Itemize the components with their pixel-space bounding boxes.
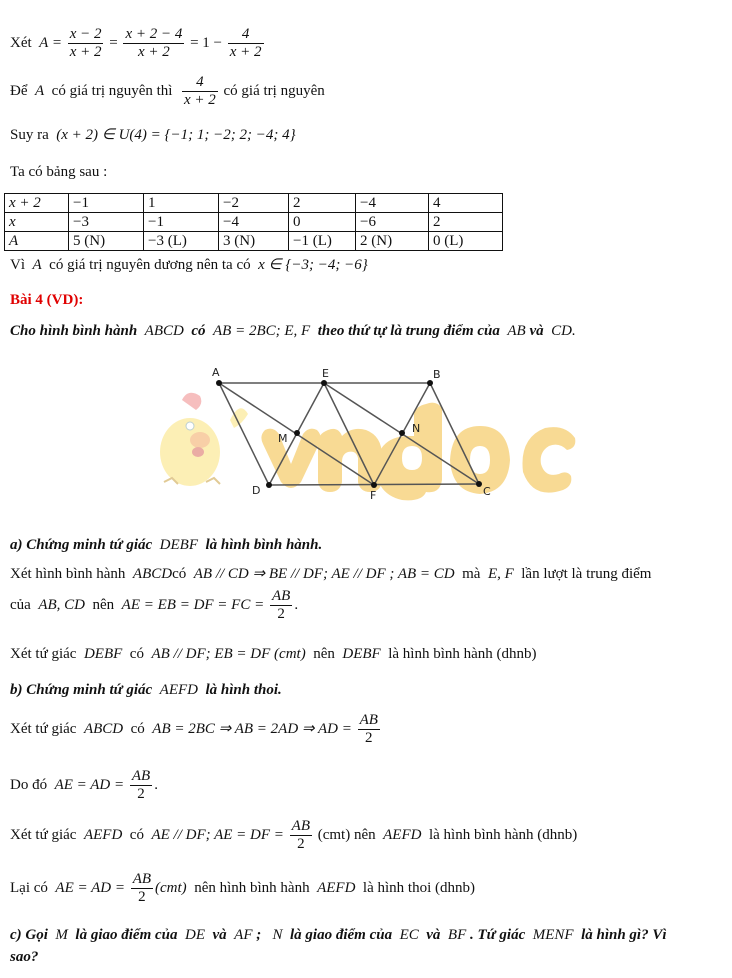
math-text: N (272, 927, 283, 943)
heading-text: và (212, 927, 227, 943)
math-text: AEFD (383, 826, 422, 843)
numerator: 4 (228, 26, 264, 44)
row-header: x + 2 (5, 194, 69, 213)
body-text: lần lượt là trung điểm (521, 566, 652, 582)
row-header: A (5, 232, 69, 251)
math-text: AE = AD = (55, 879, 125, 896)
body-text: có (172, 566, 187, 582)
label-text: Suy ra (10, 127, 49, 143)
numerator: AB (271, 588, 291, 604)
part-a-line-1 (10, 565, 651, 583)
heading-text: là giao điểm của (75, 927, 178, 943)
math-text: AEFD (159, 682, 198, 698)
table-cell: −1 (69, 194, 144, 213)
math-text: A (32, 257, 42, 273)
math-text: = (109, 34, 118, 51)
denominator: 2 (137, 786, 145, 802)
body-text: của (10, 596, 31, 613)
exercise-prompt (10, 322, 576, 340)
prompt-text: Cho hình bình hành (10, 323, 138, 339)
fraction (130, 768, 152, 803)
body-text: Do đó (10, 776, 48, 793)
math-text: DEBF (83, 646, 123, 662)
fraction (290, 818, 312, 853)
fraction (182, 74, 218, 109)
row-header: x (5, 213, 69, 232)
math-text: E, F (487, 566, 514, 582)
denominator: x + 2 (69, 44, 102, 60)
heading-text: là hình gì? Vì (581, 927, 667, 943)
part-a-line-2 (10, 588, 298, 623)
denominator: x + 2 (138, 44, 170, 60)
math-text: AE // DF; AE = DF = (151, 826, 284, 843)
parallelogram-figure (150, 360, 580, 510)
math-text: A = (39, 34, 62, 51)
heading-text: b) Chứng minh tứ giác (10, 682, 153, 698)
table-row (5, 232, 503, 251)
table-cell: −4 (356, 194, 429, 213)
numerator: AB (131, 768, 151, 784)
denominator: x + 2 (229, 44, 262, 60)
heading-text: và (426, 927, 441, 943)
fraction (358, 712, 380, 747)
body-text: có giá trị nguyên (223, 82, 325, 99)
table-cell: 2 (N) (356, 232, 429, 251)
math-text: MENF (532, 927, 574, 943)
fraction (270, 588, 292, 623)
geometry-diagram (150, 360, 580, 510)
chicken-watermark-icon (160, 393, 248, 486)
body-text: có (129, 826, 144, 843)
table-cell: −3 (L) (144, 232, 219, 251)
table-row (5, 194, 503, 213)
table-cell: 0 (L) (429, 232, 503, 251)
prompt-text: và (529, 323, 544, 339)
body-text: là hình bình hành (dhnb) (428, 826, 578, 843)
point-label-n: N (412, 422, 421, 435)
body-text: nên (313, 646, 335, 662)
exercise-title: Bài 4 (VD): (10, 292, 84, 308)
table-cell: 5 (N) (69, 232, 144, 251)
numerator: AB (359, 712, 378, 728)
prompt-text: có (191, 323, 206, 339)
math-text: BF (447, 927, 467, 943)
body-text: có giá trị nguyên dương nên ta có (49, 257, 251, 273)
numerator: x + 2 − 4 (125, 26, 183, 42)
heading-text: ; (256, 927, 262, 943)
heading-text: . Tứ giác (470, 927, 526, 943)
math-text: AF (234, 927, 253, 943)
math-text: ABCD (132, 566, 173, 582)
body-text: có (130, 720, 145, 737)
denominator: 2 (138, 889, 146, 905)
point-label-f: F (370, 489, 377, 502)
table-cell: 4 (429, 194, 503, 213)
body-text: mà (462, 566, 481, 582)
numerator: x − 2 (69, 26, 102, 42)
heading-text: là hình bình hành. (205, 537, 323, 553)
body-text: Xét tứ giác (10, 646, 77, 662)
part-c-heading (10, 926, 667, 944)
table-cell: −2 (219, 194, 289, 213)
body-text: (cmt) nên (317, 826, 376, 843)
math-text: AB // DF; EB = DF (cmt) (151, 646, 306, 662)
math-text: AEFD (317, 879, 356, 896)
point-label-a: A (212, 366, 220, 379)
part-b-line-4 (10, 871, 475, 906)
math-text: M (55, 927, 68, 943)
body-text: . (294, 596, 299, 613)
math-text: AB = 2BC; E, F (213, 323, 311, 339)
integer-condition-line (10, 74, 325, 109)
math-text: AB = 2BC ⇒ AB = 2AD ⇒ AD = (152, 720, 352, 737)
table-cell: 1 (144, 194, 219, 213)
table-intro: Ta có bảng sau : (10, 164, 108, 180)
body-text: . (154, 776, 158, 793)
denominator: 2 (297, 836, 305, 852)
denominator: 2 (364, 730, 373, 746)
point-label-c: C (483, 485, 491, 498)
math-text: AE = AD = (54, 776, 125, 793)
part-c-heading-cont: sao? (10, 949, 39, 965)
heading-text: a) Chứng minh tứ giác (10, 537, 153, 553)
table-cell: 2 (289, 194, 356, 213)
numerator: AB (132, 871, 152, 887)
part-a-line-3 (10, 645, 537, 663)
math-text: EC (399, 927, 419, 943)
body-text: là hình bình hành (dhnb) (388, 646, 537, 662)
table-cell: −1 (L) (289, 232, 356, 251)
body-text: nên hình bình hành (194, 879, 310, 896)
table-cell: −1 (144, 213, 219, 232)
part-a-heading (10, 536, 322, 554)
point-label-m: M (278, 432, 288, 445)
math-text: AB // CD ⇒ BE // DF; AE // DF ; AB = CD (193, 566, 455, 582)
label-text: Xét (10, 34, 32, 51)
math-text: AEFD (83, 826, 123, 843)
math-text: (cmt) (155, 879, 187, 896)
heading-text: là giao điểm của (290, 927, 393, 943)
fraction (68, 26, 104, 61)
math-text: x ∈ {−3; −4; −6} (258, 257, 368, 273)
table-cell: −6 (356, 213, 429, 232)
math-text: (x + 2) ∈ U(4) = {−1; 1; −2; 2; −4; 4} (56, 127, 296, 143)
point-label-b: B (433, 368, 441, 381)
math-text: AB, CD (38, 596, 85, 613)
heading-text: là hình thoi. (205, 682, 282, 698)
part-b-line-3 (10, 818, 577, 853)
body-text: Xét tứ giác (10, 826, 77, 843)
vndoc-watermark-icon (261, 403, 575, 501)
body-text: Xét tứ giác (10, 720, 77, 737)
table-row (5, 213, 503, 232)
numerator: AB (291, 818, 310, 834)
table-cell: 3 (N) (219, 232, 289, 251)
body-text: có (129, 646, 144, 662)
table-cell: 0 (289, 213, 356, 232)
math-text: ABCD (144, 323, 184, 339)
body-text: nên (92, 596, 115, 613)
fraction (131, 871, 153, 906)
table-cell: 2 (429, 213, 503, 232)
denominator: 2 (277, 606, 285, 622)
point-label-e: E (322, 367, 329, 380)
conclusion-line (10, 256, 368, 274)
math-text: AE = EB = DF = FC = (121, 596, 265, 613)
math-text: DEBF (342, 646, 381, 662)
math-text: A (35, 82, 45, 99)
fraction (123, 26, 184, 61)
part-b-line-1 (10, 712, 382, 747)
math-text: CD. (551, 323, 576, 339)
math-text: DEBF (159, 537, 198, 553)
prompt-text: theo thứ tự là trung điểm của (317, 323, 500, 339)
part-b-line-2 (10, 768, 158, 803)
math-text: AB (507, 323, 526, 339)
math-text: ABCD (83, 720, 124, 737)
expression-A-line (10, 26, 266, 61)
table-cell: −4 (219, 213, 289, 232)
fraction (228, 26, 264, 61)
body-text: Xét hình bình hành (10, 566, 126, 582)
math-text: = 1 − (190, 34, 223, 51)
table-cell: −3 (69, 213, 144, 232)
values-table (4, 193, 503, 251)
denominator: x + 2 (183, 92, 216, 108)
body-text: có giá trị nguyên thì (51, 82, 173, 99)
part-b-heading (10, 681, 282, 699)
point-label-d: D (252, 484, 261, 497)
math-text: DE (184, 927, 205, 943)
label-text: Vì (10, 257, 25, 273)
divisor-line (10, 126, 296, 144)
body-text: Lại có (10, 879, 48, 896)
heading-text: c) Gọi (10, 927, 48, 943)
label-text: Để (10, 82, 28, 99)
numerator: 4 (182, 74, 218, 92)
body-text: là hình thoi (dhnb) (362, 879, 475, 896)
